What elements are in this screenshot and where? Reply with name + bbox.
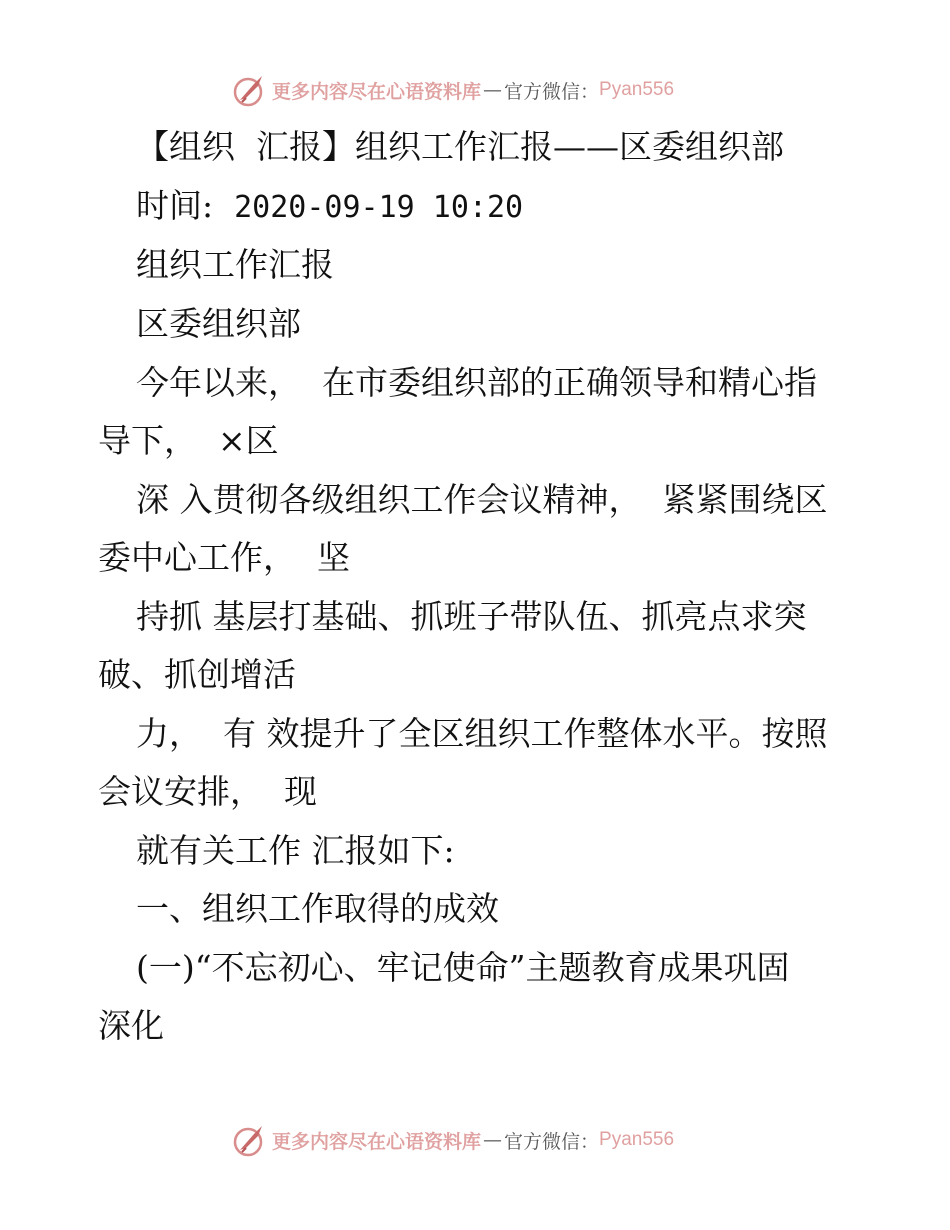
quill-pen-logo-icon: [232, 1122, 268, 1158]
paragraph-line: 破、抓创增活: [98, 655, 296, 694]
watermark-contact-label: 官方微信：: [504, 80, 600, 103]
time-row: [136, 186, 523, 228]
watermark-contact-id: Pyan556: [599, 1129, 675, 1150]
paragraph-line: 就有关工作 汇报如下:: [136, 831, 455, 870]
paragraph-line: 力， 有 效提升了全区组织工作整体水平。按照: [136, 714, 828, 753]
watermark-banner-bottom: [232, 1120, 674, 1160]
subsection-heading: (一)“不忘初心、牢记使命”主题教育成果巩固: [136, 948, 790, 987]
paragraph-line: 会议安排， 现: [98, 772, 317, 811]
watermark-banner-top: [232, 70, 674, 110]
department-name: 区委组织部: [136, 304, 301, 343]
watermark-brand-text: 更多内容尽在心语资料库: [272, 1130, 482, 1153]
paragraph-line: 导下， ×区: [98, 421, 279, 460]
watermark-contact-id: Pyan556: [599, 79, 675, 100]
section-heading: 一、组织工作取得的成效: [136, 889, 499, 928]
paragraph-line: 持抓 基层打基础、抓班子带队伍、抓亮点求突: [136, 597, 807, 636]
watermark-contact-label: 官方微信：: [504, 1130, 600, 1153]
time-label: 时间:: [136, 186, 214, 225]
time-value: 2020-09-19 10:20: [234, 190, 524, 225]
paragraph-line: 今年以来， 在市委组织部的正确领导和精心指: [136, 363, 817, 402]
paragraph-line: 委中心工作， 坚: [98, 538, 350, 577]
document-title: 【组织 汇报】组织工作汇报——区委组织部: [136, 127, 784, 166]
watermark-separator: —: [483, 79, 503, 101]
paragraph-line: 深 入贯彻各级组织工作会议精神， 紧紧围绕区: [136, 480, 828, 519]
watermark-separator: —: [483, 1129, 503, 1151]
quill-pen-logo-icon: [232, 72, 268, 108]
watermark-brand-text: 更多内容尽在心语资料库: [272, 80, 482, 103]
subsection-heading-continued: 深化: [98, 1006, 164, 1045]
document-heading: 组织工作汇报: [136, 245, 334, 284]
